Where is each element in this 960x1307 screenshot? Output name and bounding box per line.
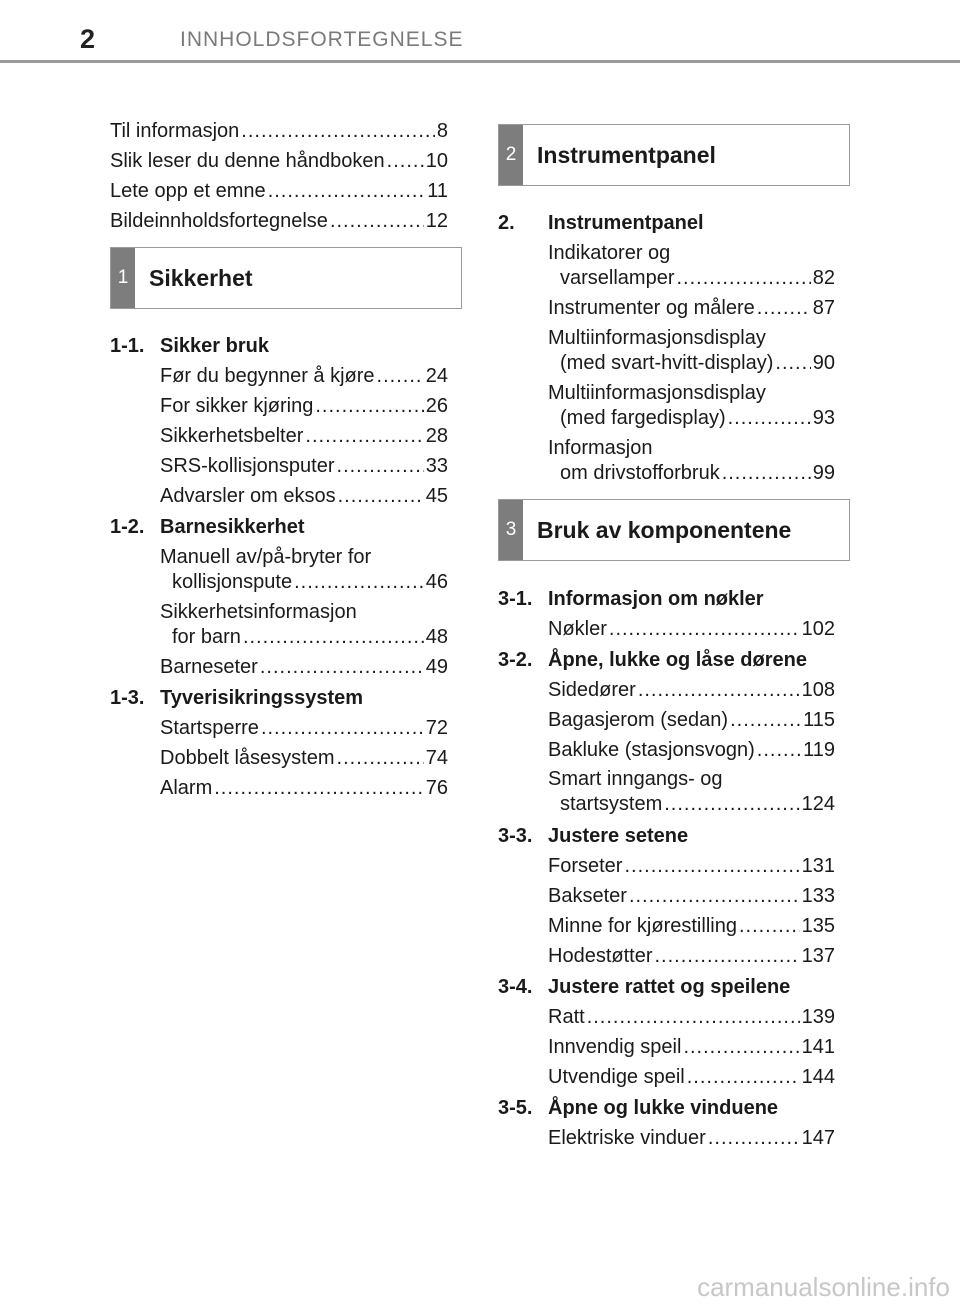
- subsection-title[interactable]: Informasjon om nøkler: [548, 588, 764, 610]
- leader-dots: [708, 1126, 800, 1150]
- leader-dots: [624, 854, 799, 878]
- toc-entry-label: Bakseter: [548, 885, 627, 907]
- leader-dots: [377, 364, 424, 388]
- toc-entry[interactable]: [548, 678, 835, 702]
- header-divider: [0, 60, 960, 63]
- toc-entry[interactable]: [160, 454, 448, 478]
- toc-entry-label: Innvendig speil: [548, 1036, 682, 1058]
- leader-dots: [261, 716, 424, 740]
- section-header-2[interactable]: [498, 124, 850, 186]
- leader-dots: [638, 678, 800, 702]
- toc-entry-page: 10: [425, 150, 448, 172]
- section-number-tab: 2: [499, 125, 523, 185]
- leader-dots: [315, 394, 423, 418]
- subsection-title[interactable]: Instrumentpanel: [548, 212, 704, 234]
- toc-entry[interactable]: [548, 1035, 835, 1059]
- toc-entry-page: 48: [425, 626, 448, 648]
- toc-entry[interactable]: [548, 854, 835, 878]
- toc-entry[interactable]: [160, 655, 448, 679]
- toc-entry[interactable]: [548, 944, 835, 968]
- leader-dots: [338, 484, 424, 508]
- toc-entry-page: 72: [425, 717, 448, 739]
- toc-entry-label: Alarm: [160, 777, 213, 799]
- toc-entry-page: 26: [425, 395, 448, 417]
- toc-entry-page: 144: [801, 1066, 835, 1088]
- toc-entry-label: Startsperre: [160, 717, 259, 739]
- toc-entry-label: startsystem: [560, 793, 663, 815]
- toc-entry-page: 33: [425, 455, 448, 477]
- toc-entry-label: for barn: [172, 626, 241, 648]
- toc-entry-page: 133: [801, 885, 835, 907]
- toc-entry[interactable]: [548, 1126, 835, 1150]
- toc-entry-label: kollisjonspute: [172, 571, 293, 593]
- toc-entry[interactable]: [548, 1005, 835, 1029]
- toc-entry-page: 46: [425, 571, 448, 593]
- toc-entry[interactable]: [110, 179, 448, 203]
- toc-entry[interactable]: [160, 776, 448, 800]
- leader-dots: [337, 454, 424, 478]
- leader-dots: [260, 655, 424, 679]
- toc-entry-label: Dobbelt låsesystem: [160, 747, 335, 769]
- toc-entry-label-line1[interactable]: Multiinformasjonsdisplay: [548, 382, 766, 404]
- leader-dots: [775, 351, 810, 375]
- toc-entry-label: varsellamper: [560, 267, 675, 289]
- leader-dots: [294, 570, 424, 594]
- toc-entry[interactable]: [172, 625, 448, 649]
- subsection-number: 1-1.: [110, 335, 145, 357]
- toc-entry-page: 141: [801, 1036, 835, 1058]
- leader-dots: [587, 1005, 800, 1029]
- toc-entry-page: 135: [801, 915, 835, 937]
- leader-dots: [687, 1065, 800, 1089]
- section-number-tab: 1: [111, 248, 135, 308]
- leader-dots: [757, 738, 801, 762]
- toc-entry[interactable]: [110, 209, 448, 233]
- leader-dots: [654, 944, 799, 968]
- toc-entry-page: 147: [801, 1127, 835, 1149]
- toc-entry[interactable]: [160, 424, 448, 448]
- toc-entry-label: (med fargedisplay): [560, 407, 726, 429]
- toc-entry-label: Utvendige speil: [548, 1066, 685, 1088]
- toc-entry[interactable]: [160, 746, 448, 770]
- toc-entry-label: Ratt: [548, 1006, 585, 1028]
- toc-entry-label: Slik leser du denne håndboken: [110, 150, 385, 172]
- leader-dots: [730, 708, 801, 732]
- section-header-3[interactable]: [498, 499, 850, 561]
- leader-dots: [728, 406, 811, 430]
- leader-dots: [337, 746, 424, 770]
- section-header-1[interactable]: [110, 247, 462, 309]
- header-title: INNHOLDSFORTEGNELSE: [180, 28, 464, 51]
- toc-entry[interactable]: [560, 266, 835, 290]
- subsection-title[interactable]: Sikker bruk: [160, 335, 269, 357]
- toc-entry-label: Bakluke (stasjonsvogn): [548, 739, 755, 761]
- toc-entry[interactable]: [548, 914, 835, 938]
- page-number: 2: [80, 24, 96, 54]
- subsection-title[interactable]: Justere rattet og speilene: [548, 976, 791, 998]
- toc-entry[interactable]: [172, 570, 448, 594]
- toc-entry-label: Sidedører: [548, 679, 636, 701]
- toc-entry-label: om drivstofforbruk: [560, 462, 720, 484]
- toc-entry-page: 76: [425, 777, 448, 799]
- toc-entry-page: 90: [812, 352, 835, 374]
- leader-dots: [722, 461, 811, 485]
- toc-entry-label: Før du begynner å kjøre: [160, 365, 375, 387]
- toc-entry-page: 139: [801, 1006, 835, 1028]
- toc-entry[interactable]: [160, 364, 448, 388]
- subsection-number: 3-3.: [498, 825, 533, 847]
- toc-entry-label: Barneseter: [160, 656, 258, 678]
- toc-entry[interactable]: [548, 708, 835, 732]
- leader-dots: [330, 209, 424, 233]
- leader-dots: [387, 149, 424, 173]
- toc-entry-label: Hodestøtter: [548, 945, 653, 967]
- toc-entry-label: Instrumenter og målere: [548, 297, 755, 319]
- toc-entry-label: Bagasjerom (sedan): [548, 709, 729, 731]
- subsection-title[interactable]: Åpne og lukke vinduene: [548, 1097, 779, 1119]
- subsection-number: 3-1.: [498, 588, 533, 610]
- toc-entry[interactable]: [548, 1065, 835, 1089]
- toc-entry-label: Forseter: [548, 855, 623, 877]
- subsection-number: 1-2.: [110, 516, 145, 538]
- section-title: Instrumentpanel: [537, 142, 716, 168]
- leader-dots: [243, 625, 424, 649]
- subsection-number: 2.: [498, 212, 515, 234]
- toc-entry-label: Advarsler om eksos: [160, 485, 336, 507]
- toc-entry-page: 45: [425, 485, 448, 507]
- toc-entry-label: Elektriske vinduer: [548, 1127, 706, 1149]
- leader-dots: [757, 296, 811, 320]
- section-title: Sikkerhet: [149, 265, 253, 291]
- toc-entry[interactable]: [548, 738, 835, 762]
- toc-entry-page: 137: [801, 945, 835, 967]
- toc-entry-page: 82: [812, 267, 835, 289]
- toc-entry[interactable]: [560, 461, 835, 485]
- toc-entry-page: 102: [801, 618, 835, 640]
- leader-dots: [683, 1035, 799, 1059]
- toc-entry-label-line1[interactable]: Multiinformasjonsdisplay: [548, 327, 766, 349]
- toc-entry-page: 28: [425, 425, 448, 447]
- toc-entry-label-line1[interactable]: Sikkerhetsinformasjon: [160, 601, 357, 623]
- leader-dots: [268, 179, 426, 203]
- page-header: [0, 0, 960, 64]
- leader-dots: [664, 792, 799, 816]
- subsection-title[interactable]: Barnesikkerhet: [160, 516, 305, 538]
- toc-entry-page: 12: [425, 210, 448, 232]
- toc-entry-label: Bildeinnholdsfortegnelse: [110, 210, 328, 232]
- subsection-title[interactable]: Åpne, lukke og låse dørene: [548, 649, 807, 671]
- toc-entry[interactable]: [548, 884, 835, 908]
- subsection-number: 3-4.: [498, 976, 533, 998]
- toc-entry-page: 87: [812, 297, 835, 319]
- toc-entry-page: 24: [425, 365, 448, 387]
- section-number-tab: 3: [499, 500, 523, 560]
- toc-entry-label: Sikkerhetsbelter: [160, 425, 304, 447]
- toc-entry-page: 124: [801, 793, 835, 815]
- watermark: carmanualsonline.info: [697, 1272, 950, 1302]
- toc-entry-page: 119: [803, 739, 835, 761]
- toc-entry[interactable]: [548, 617, 835, 641]
- toc-entry[interactable]: [160, 484, 448, 508]
- leader-dots: [629, 884, 800, 908]
- leader-dots: [305, 424, 423, 448]
- toc-entry-page: 74: [425, 747, 448, 769]
- section-title: Bruk av komponentene: [537, 517, 792, 543]
- toc-entry-label: Lete opp et emne: [110, 180, 266, 202]
- toc-entry-page: 8: [436, 120, 448, 142]
- toc-entry-page: 108: [801, 679, 835, 701]
- toc-entry-label-line1[interactable]: Manuell av/på-bryter for: [160, 546, 372, 568]
- leader-dots: [739, 914, 800, 938]
- subsection-title[interactable]: Tyverisikringssystem: [160, 687, 364, 709]
- toc-entry-label-line1[interactable]: Informasjon: [548, 437, 653, 459]
- toc-entry-label-line1[interactable]: Indikatorer og: [548, 242, 671, 264]
- toc-entry-page: 131: [801, 855, 835, 877]
- toc-entry-label: Nøkler: [548, 618, 607, 640]
- toc-entry[interactable]: [560, 351, 835, 375]
- subsection-title[interactable]: Justere setene: [548, 825, 689, 847]
- subsection-number: 1-3.: [110, 687, 145, 709]
- leader-dots: [676, 266, 810, 290]
- toc-entry-page: 11: [427, 180, 448, 202]
- toc-entry-page: 99: [812, 462, 835, 484]
- toc-entry-label-line1[interactable]: Smart inngangs- og: [548, 768, 723, 790]
- leader-dots: [241, 119, 435, 143]
- toc-entry[interactable]: [548, 296, 835, 320]
- toc-entry[interactable]: [560, 406, 835, 430]
- toc-entry-label: Minne for kjørestilling: [548, 915, 737, 937]
- toc-entry-page: 115: [803, 709, 835, 731]
- toc-entry-page: 49: [425, 656, 448, 678]
- toc-entry[interactable]: [160, 394, 448, 418]
- toc-entry-label: (med svart-hvitt-display): [560, 352, 774, 374]
- toc-entry[interactable]: [160, 716, 448, 740]
- leader-dots: [609, 617, 800, 641]
- toc-entry[interactable]: [560, 792, 835, 816]
- subsection-number: 3-2.: [498, 649, 533, 671]
- toc-entry-page: 93: [812, 407, 835, 429]
- leader-dots: [214, 776, 424, 800]
- toc-entry-label: SRS-kollisjonsputer: [160, 455, 335, 477]
- toc-entry[interactable]: [110, 149, 448, 173]
- toc-entry-label: Til informasjon: [110, 120, 240, 142]
- toc-entry[interactable]: [110, 119, 448, 143]
- subsection-number: 3-5.: [498, 1097, 533, 1119]
- toc-entry-label: For sikker kjøring: [160, 395, 314, 417]
